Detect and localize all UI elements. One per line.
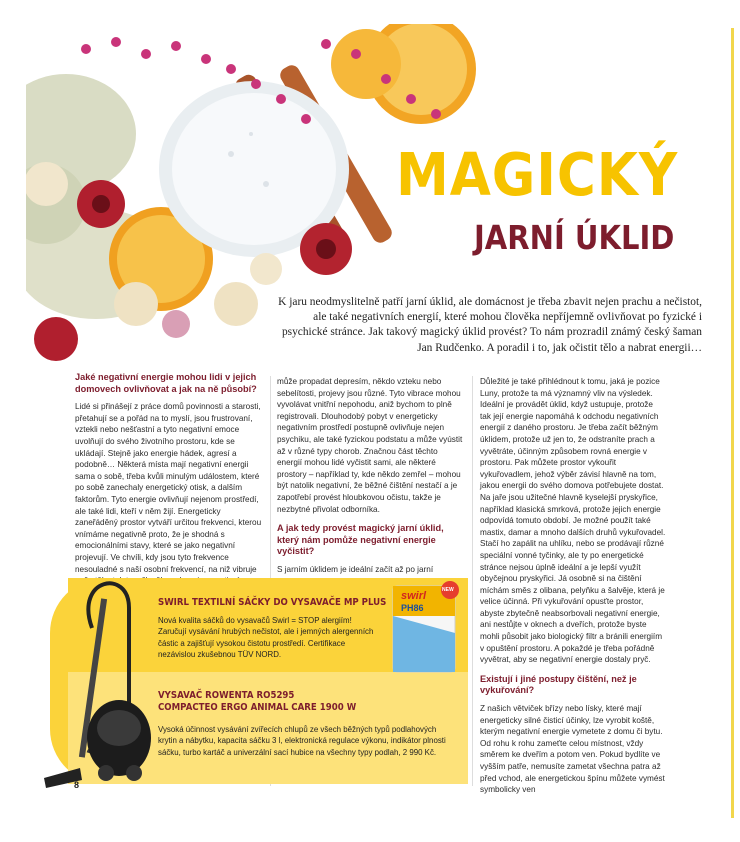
col2-heading: A jak tedy provést magický jarní úklid, který nám pomůže negativní energie vyčistit? (277, 523, 444, 557)
title-jarni-uklid: JARNÍ ÚKLID (474, 218, 675, 257)
bag-brand: swirl (401, 590, 427, 602)
vacuum-cleaner-image (34, 568, 154, 794)
col1-heading: Jaké negativní energie mohou lidi v jejich domovech ovlivňovat a jak na ně působí? (75, 372, 257, 394)
ad2-heading-2: COMPACTEO ERGO ANIMAL CARE 1900 W (158, 702, 357, 713)
col3-text1: Důležité je také přihlédnout k tomu, jaká je pozice Luny, protože ta má významný vliv na výsledek. Ideální je provádět úklid, když ustupuje, protože tak její energie napomáhá k odchodu negativních energií z daného prostoru. Je třeba začít běžným úklidem, protože už jen to, že odstraníte prach a vyvětráte, účinným způsobem rovná energie v prostoru. Pak můžete prostor vykouřit vykuřovadlem, jehož výběr závisí hlavně na tom, jakou energii do svého domova potřebujete dostat. Na jaře jsou užitečné hlavně kyselejší pryskyřice, například klasická smrková, protože jejich energie odpovídá tomuto období. Je možné použít také mastix, damar a mnoho dalších druhů vykuřovadel. Stačí ho zapálit na uhlíku, nebo se prodávají různé speciální vonné tyčinky, ale ty po energetické stránce nejsou úplně ideální a je lepší využít obyčejnou pryskyřici. Já osobně si na čištění míchám směs z olibana, pelyňku a šalvěje, která je velice účinná. Při vykuřování opusťte prostor, abyste zbytečně neabsorbovali negativní energie, ani nestůjte v oknech a dveřích, protože byste mohli působit jako biologický filtr a bránili energiím v opuštění prostoru. A pokaždé je třeba pořádně vyvětrat, aby se negativní energie dostaly pryč. (480, 377, 666, 665)
col3-heading: Existují i jiné postupy čištění, než je vykuřování? (480, 673, 637, 696)
page-edge-line (731, 28, 734, 818)
column-2 (277, 376, 463, 599)
column-1 (75, 372, 262, 598)
bag-new-badge: NEW (442, 587, 454, 593)
col2-text1: může propadat depresím, někdo vzteku nebo sebelítosti, projevy jsou různé. Tyto vibrace mohou vyvolávat vnitřní nepohodu, aniž bychom to plně registrovali. Dlouhodobý pobyt v energeticky negativním prostředí postupně ovlivňuje nejen psychiku, ale také fyzickou podstatu a může vyústit až v různé typy chorob. Značnou část těchto energií mohou lidé vyčistit sami, ale některé prostory – například ty, kde někdo zemřel – mohou být natolik negativní, že běžné čištění nestačí a je zapotřebí provést hloubkovou očistu, takže je nezbytné přivolat odborníka. (277, 377, 463, 514)
column-divider (472, 376, 473, 786)
ad2-text: Vysoká účinnost vysávání zvířecích chlupů ze všech běžných typů podlahových krytin a nábytku, kapacita sáčku 3 l, elektronická regulace výkonu, indikátor plnosti sáčku, turbo kartáč a univerzální sací hubice na všechny typy podlah, 2 990 Kč. (158, 725, 446, 757)
col3-text2: Z našich větviček břízy nebo lísky, které mají energeticky silné čisticí účinky, lze vyrobit koště, kterým negativní energie vymetete z domu či bytu. Od rohu k rohu zameťte celou místnost, vždy směrem ke dveřím a potom ven. Pokud bydlíte ve vyšším patře, nemusíte zametat všechna patra až před vchod, ale energetickou špínu můžete vymést symbolicky ven (480, 704, 665, 795)
ad1-heading: SWIRL TEXTILNÍ SÁČKY DO VYSAVAČE MP PLUS (158, 597, 387, 608)
lead-paragraph: K jaru neodmyslitelně patří jarní úklid, ale domácnost je třeba zbavit nejen prachu a nečistot, ale také negativních energií, které mohou člověka nepříjemně ovlivňovat po fyzické i psychické stránce. Jak takový magický úklid provést? To nám prozradil známý český šaman Jan Rudčenko. A poradil i to, jak očistit tělo a nabrat energii… (278, 296, 702, 354)
swirl-bag-image (385, 578, 465, 678)
column-3 (480, 376, 666, 796)
page-number: 8 (74, 780, 80, 790)
ad2-heading-1: VYSAVAČ ROWENTA RO5295 (158, 690, 295, 701)
col1-text: Lidé si přinášejí z práce domů povinnosti a starosti, přetahují se a pořád na to myslí, jsou frustrovaní, vztekli nebo nešťastní a tyto negativní emoce uvolňují do svého životního prostoru, kde se ukládají. Stejně jako energie hádek, agresí a podobně… Některá místa mají negativní energii sama o sobě, třeba kvůli minulým událostem, které po sobě zanechaly energetický otisk, a dalším faktorům. Tyto energie ovlivňují nejenom prostředí, ale také lidi, kteří v něm žijí. Energeticky zaneřáděný prostor vytváří určitou frekvenci, kterou vnímáme negativně proto, že je shodná s emocionálními stavy, které se jako negativní projevují. Ve chvíli, kdy jsou tyto frekvence nesouladné s naší osobní frekvencí, na niž vibruje (75, 402, 262, 574)
bag-model: PH86 (401, 603, 424, 613)
title-magicky: MAGICKÝ (396, 140, 679, 209)
col2-text2: S jarním úklidem je ideální začít až po jarní (277, 564, 434, 574)
ad1-text: Nová kvalita sáčků do vysavačů Swirl = STOP alergiím! Zaručují vysávání hrubých nečistot, ale i jemných alergenních částic a zajišťují vysokou čistotu prostředí. Certifikace nezávislou zkušebnou TÜV NORD. (158, 616, 374, 659)
